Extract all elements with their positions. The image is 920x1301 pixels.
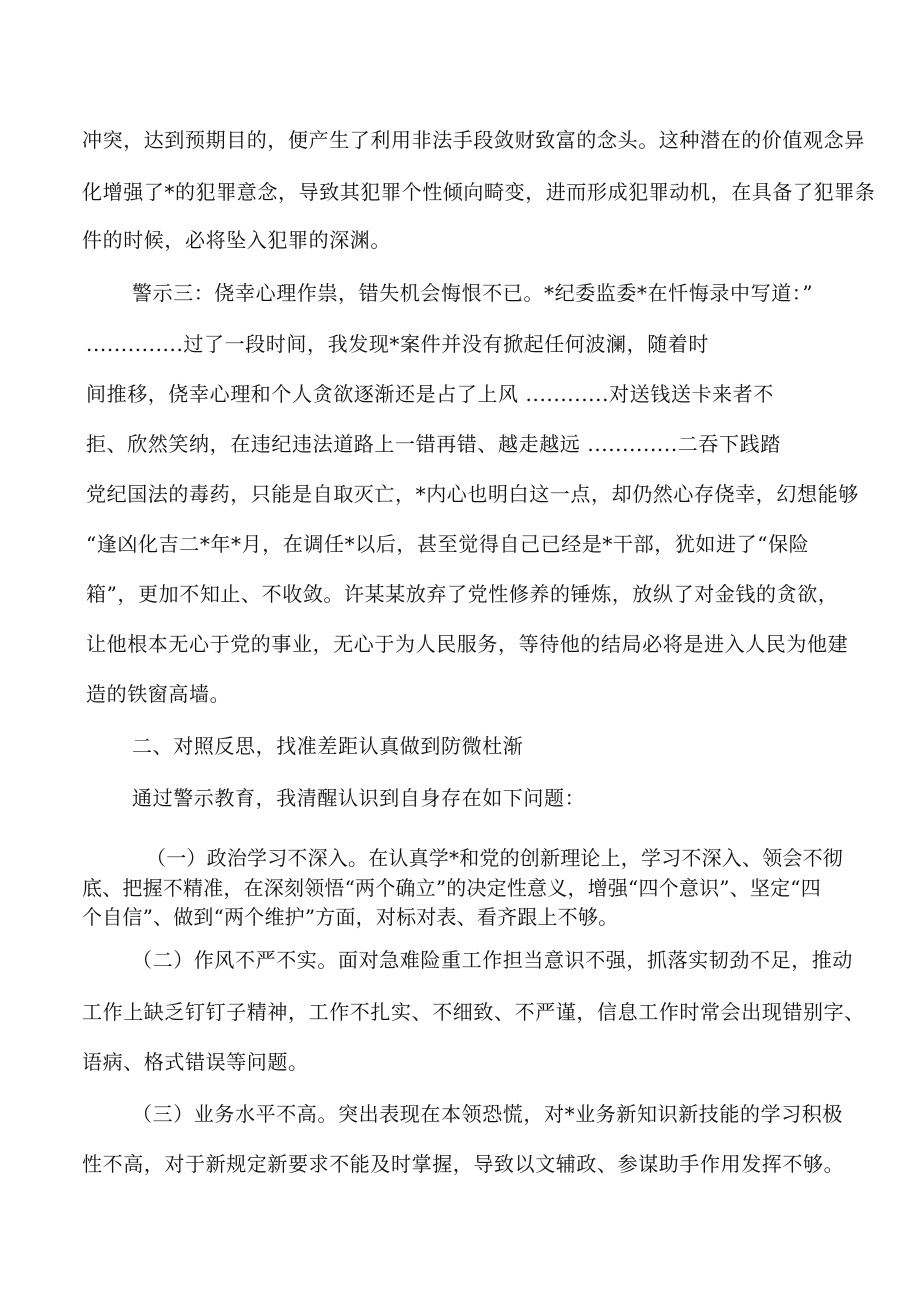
paragraph-line-2: 化增强了*的犯罪意念，导致其犯罪个性倾向畸变，进而形成犯罪动机，在具备了犯罪条 (82, 180, 876, 204)
paragraph-line-11: 让他根本无心于党的事业，无心于为人民服务，等待他的结局必将是进入人民为他建 (86, 632, 849, 656)
paragraph-line-21: （三）业务水平不高。突出表现在本领恐慌，对*业务新知识新技能的学习积极 (132, 1102, 843, 1126)
paragraph-line-4: 警示三：侥幸心理作祟，错失机会悔恨不已。*纪委监委*在忏悔录中写道：” (132, 281, 814, 305)
section-heading: 二、对照反思，找准差距认真做到防微杜渐 (132, 734, 524, 758)
paragraph-line-14: 通过警示教育，我清醒认识到自身存在如下问题： (132, 786, 586, 810)
paragraph-line-15: （一）政治学习不深入。在认真学*和党的创新理论上，学习不深入、领会不彻 (146, 846, 843, 870)
paragraph-line-3: 件的时候，必将坠入犯罪的深渊。 (82, 228, 391, 252)
paragraph-line-17: 个自信”、做到“两个维护”方面，对标对表、看齐跟上不够。 (82, 905, 619, 929)
paragraph-line-8: 党纪国法的毒药，只能是自取灭亡，*内心也明白这一点，却仍然心存侥幸，幻想能够 (86, 482, 859, 506)
paragraph-line-9: “逢凶化吉二*年*月，在调任*以后，甚至觉得自己已经是*干部，犹如进了“保险 (86, 532, 810, 556)
paragraph-line-5: ..............过了一段时间，我发现*案件并没有掀起任何波澜，随着时 (86, 332, 710, 356)
paragraph-line-1: 冲突，达到预期目的，便产生了利用非法手段敛财致富的念头。这种潜在的价值观念异 (82, 128, 865, 152)
paragraph-line-19: 工作上缺乏钉钉子精神，工作不扎实、不细致、不严谨，信息工作时常会出现错别字、 (82, 1000, 865, 1024)
paragraph-line-20: 语病、格式错误等问题。 (82, 1050, 309, 1074)
paragraph-line-18: （二）作风不严不实。面对急难险重工作担当意识不强，抓落实韧劲不足，推动 (132, 948, 853, 972)
paragraph-line-10: 箱”，更加不知止、不收敛。许某某放弃了党性修养的锤炼，放纵了对金钱的贪欲， (86, 582, 839, 606)
paragraph-line-12: 造的铁窗高墙。 (86, 682, 231, 706)
paragraph-line-7: 拒、欣然笑纳，在违纪违法道路上一错再错、越走越远 .............二吞下践踏 (86, 432, 781, 456)
paragraph-line-16: 底、把握不精准，在深刻领悟“两个确立”的决定性意义，增强“四个意识”、坚定“四 (82, 876, 821, 900)
paragraph-line-22: 性不高，对于新规定新要求不能及时掌握，导致以文辅政、参谋助手作用发挥不够。 (82, 1152, 845, 1176)
paragraph-line-6: 间推移，侥幸心理和个人贪欲逐渐还是占了上风 ............对送钱送卡来者不 (86, 382, 774, 406)
